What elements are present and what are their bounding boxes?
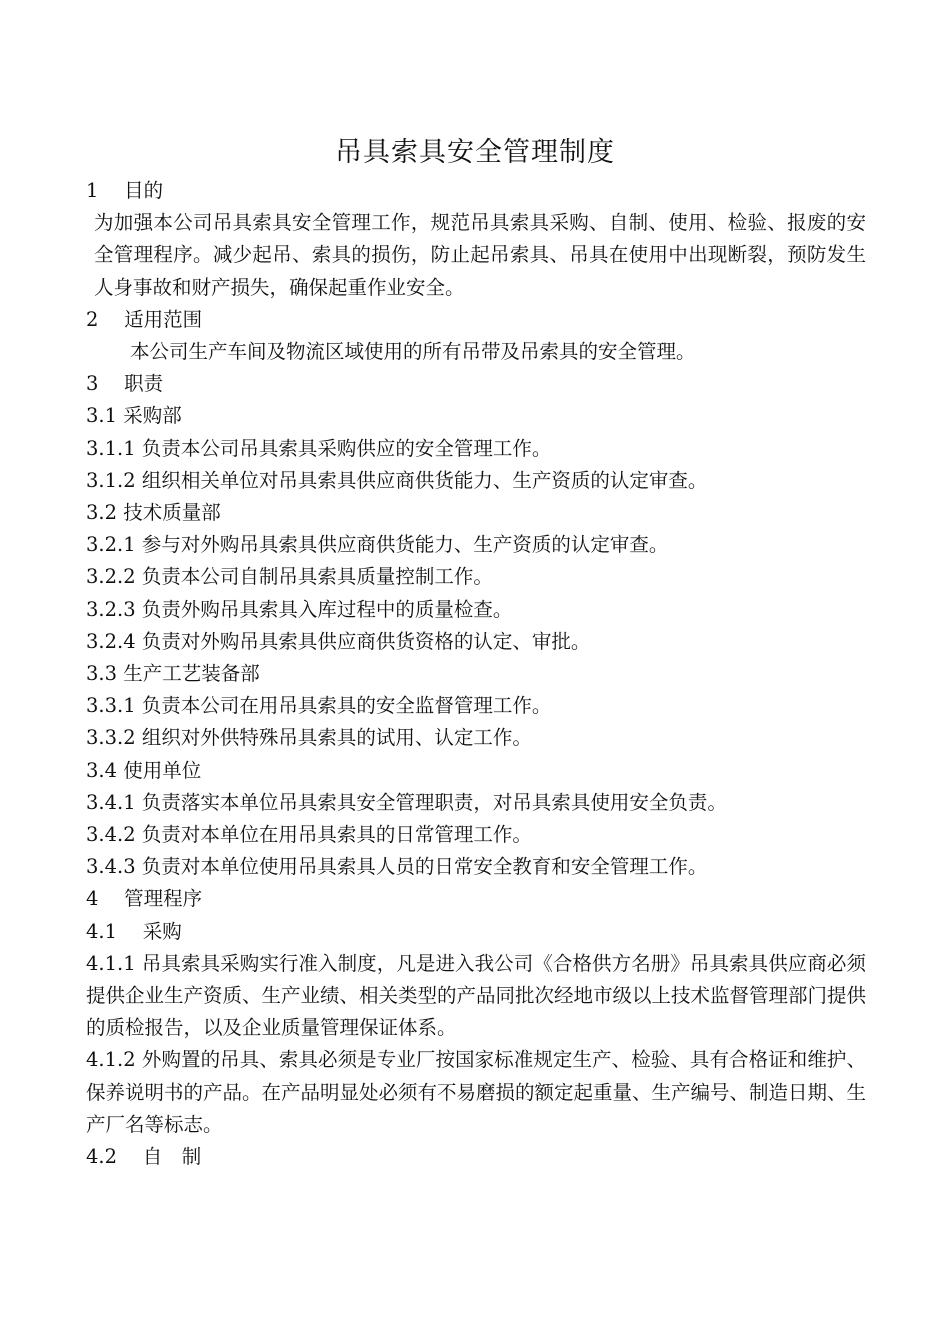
item-3-2-2: 3.2.2 负责本公司自制吊具索具质量控制工作。 bbox=[86, 565, 493, 589]
item-3-2-1: 3.2.1 参与对外购吊具索具供应商供货能力、生产资质的认定审查。 bbox=[86, 533, 669, 557]
item-3-2-3: 3.2.3 负责外购吊具索具入库过程中的质量检查。 bbox=[86, 597, 513, 621]
item-3-4-3: 3.4.3 负责对本单位使用吊具索具人员的日常安全教育和安全管理工作。 bbox=[86, 855, 708, 879]
document-title: 吊具索具安全管理制度 bbox=[335, 137, 615, 168]
item-4-1-2: 4.1.2 外购置的吊具、索具必须是专业厂按国家标准规定生产、检验、具有合格证和维护、保养说明书的产品。在产品明显处必须有不易磨损的额定起重量、生产编号、制造日期、生产厂名等标志。 bbox=[86, 1048, 867, 1136]
section-heading-1: 1 目的 bbox=[86, 179, 164, 202]
item-3-1-2: 3.1.2 组织相关单位对吊具索具供应商供货能力、生产资质的认定审查。 bbox=[86, 468, 708, 492]
subsection-3-3: 3.3 生产工艺装备部 bbox=[86, 662, 260, 686]
scope-paragraph: 本公司生产车间及物流区域使用的所有吊带及吊索具的安全管理。 bbox=[130, 340, 696, 364]
purpose-paragraph: 为加强本公司吊具索具安全管理工作，规范吊具索具采购、自制、使用、检验、报废的安全管理程序。减少起吊、索具的损伤，防止起吊索具、吊具在使用中出现断裂，预防发生人身事故和财产损失，确保起重作业安全。 bbox=[94, 211, 866, 299]
subsection-4-2: 4.2 自 制 bbox=[86, 1145, 202, 1169]
document-body bbox=[86, 175, 866, 1173]
item-4-1-1: 4.1.1 吊具索具采购实行准入制度，凡是进入我公司《合格供方名册》吊具索具供应商必须提供企业生产资质、生产业绩、相关类型的产品同批次经地市级以上技术监督管理部门提供的质检报告，以及企业质量管理保证体系。 bbox=[86, 951, 867, 1040]
item-3-4-1: 3.4.1 负责落实本单位吊具索具安全管理职责，对吊具索具使用安全负责。 bbox=[86, 790, 727, 814]
item-3-3-2: 3.3.2 组织对外供特殊吊具索具的试用、认定工作。 bbox=[86, 726, 532, 750]
subsection-3-1: 3.1 采购部 bbox=[86, 404, 182, 428]
subsection-3-4: 3.4 使用单位 bbox=[86, 758, 202, 782]
subsection-3-2: 3.2 技术质量部 bbox=[86, 501, 221, 525]
section-heading-3: 3 职责 bbox=[86, 372, 164, 396]
item-3-3-1: 3.3.1 负责本公司在用吊具索具的安全监督管理工作。 bbox=[86, 694, 552, 718]
item-3-4-2: 3.4.2 负责对本单位在用吊具索具的日常管理工作。 bbox=[86, 823, 532, 847]
section-heading-2: 2 适用范围 bbox=[86, 307, 203, 331]
subsection-4-1: 4.1 采购 bbox=[86, 919, 182, 943]
item-3-2-4: 3.2.4 负责对外购吊具索具供应商供货资格的认定、审批。 bbox=[86, 629, 591, 653]
section-heading-4: 4 管理程序 bbox=[86, 887, 203, 911]
item-3-1-1: 3.1.1 负责本公司吊具索具采购供应的安全管理工作。 bbox=[86, 436, 552, 460]
